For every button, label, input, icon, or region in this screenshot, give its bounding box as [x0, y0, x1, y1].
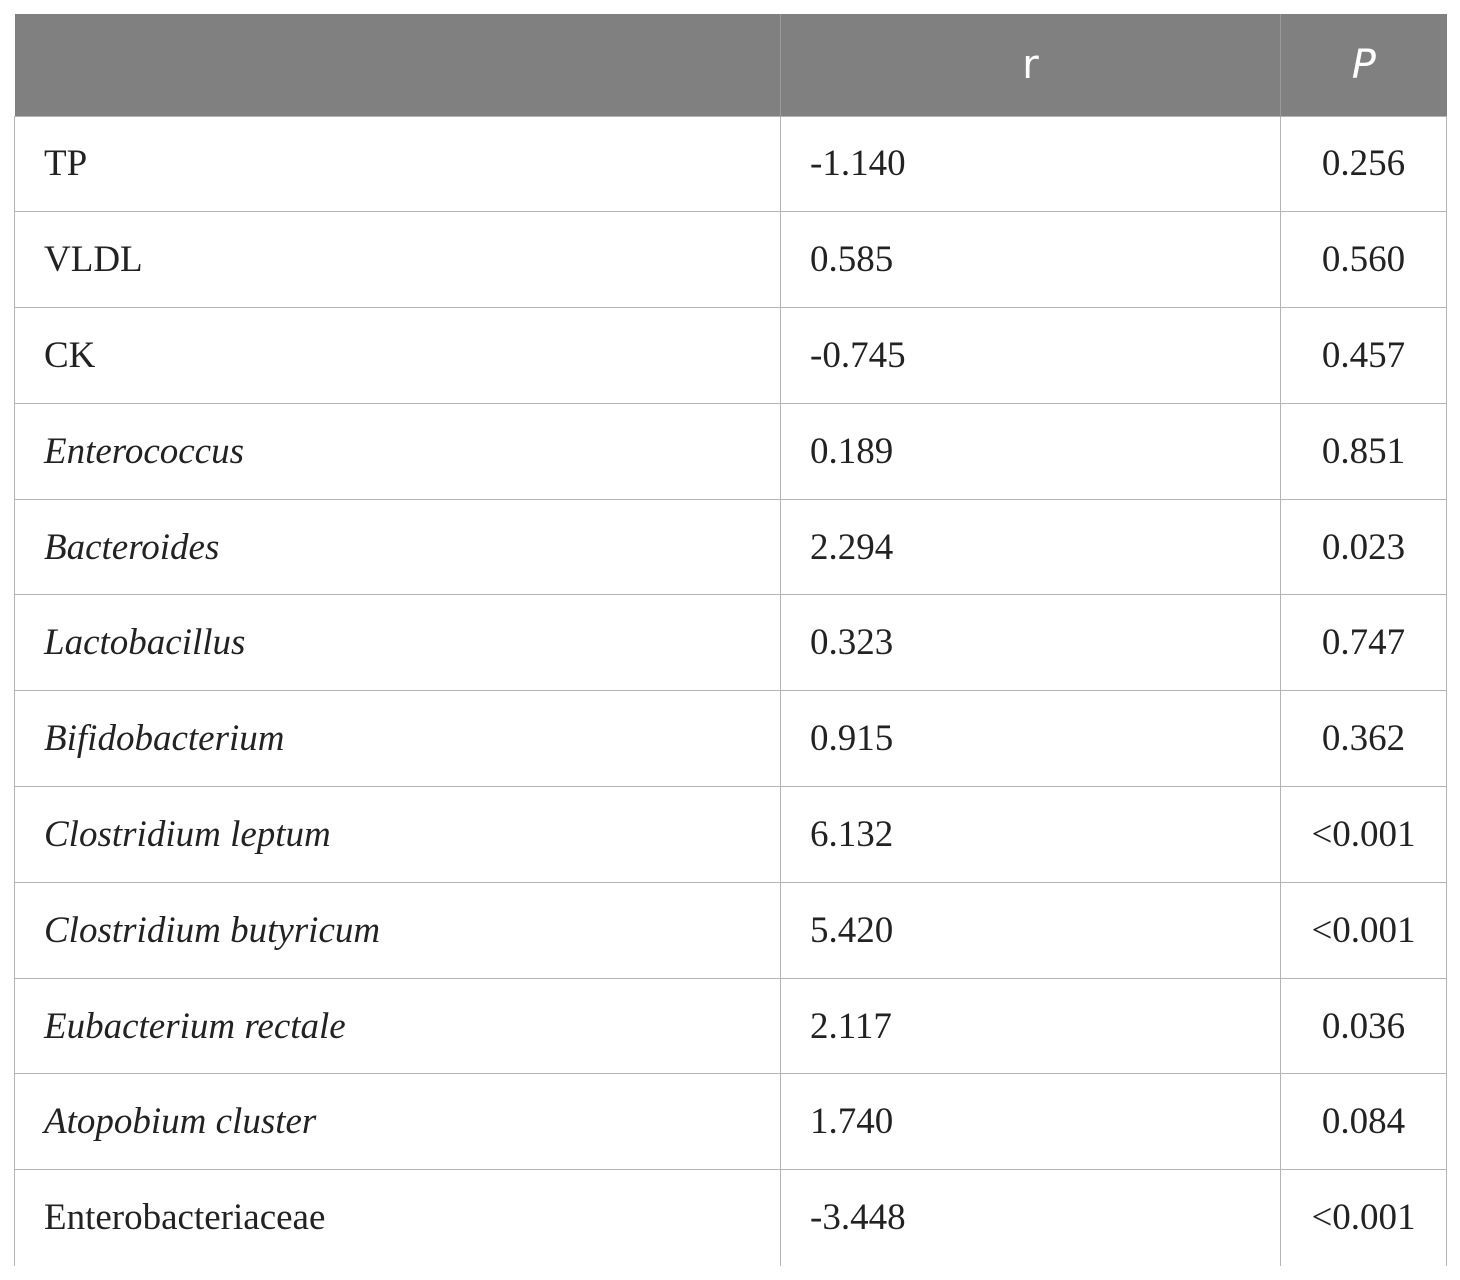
table-row [15, 595, 1447, 691]
row-p-value: 0.851 [1281, 403, 1447, 499]
table-row [15, 691, 1447, 787]
row-variable: Lactobacillus [15, 595, 781, 691]
table-row [15, 882, 1447, 978]
row-r-value: -0.745 [781, 308, 1281, 404]
results-table-container [14, 14, 1446, 1266]
row-variable: Atopobium cluster [15, 1074, 781, 1170]
row-p-value: <0.001 [1281, 1170, 1447, 1266]
row-p-value: 0.747 [1281, 595, 1447, 691]
table-row [15, 403, 1447, 499]
row-variable: Enterococcus [15, 403, 781, 499]
table-row [15, 1170, 1447, 1266]
results-table [14, 14, 1447, 1266]
table-row [15, 308, 1447, 404]
row-variable: VLDL [15, 212, 781, 308]
row-p-value: 0.084 [1281, 1074, 1447, 1170]
row-r-value: 0.915 [781, 691, 1281, 787]
row-variable: Eubacterium rectale [15, 978, 781, 1074]
row-p-value: 0.362 [1281, 691, 1447, 787]
row-variable: Enterobacteriaceae [15, 1170, 781, 1266]
header-r: r [781, 14, 1281, 116]
table-row [15, 116, 1447, 212]
table-row [15, 499, 1447, 595]
row-variable: CK [15, 308, 781, 404]
table-row [15, 1074, 1447, 1170]
row-r-value: 2.117 [781, 978, 1281, 1074]
row-p-value: 0.023 [1281, 499, 1447, 595]
table-body [15, 116, 1447, 1266]
header-p: P [1281, 14, 1447, 116]
table-row [15, 212, 1447, 308]
row-r-value: -3.448 [781, 1170, 1281, 1266]
row-p-value: 0.256 [1281, 116, 1447, 212]
table-header [15, 14, 1447, 116]
row-variable: Bifidobacterium [15, 691, 781, 787]
row-variable: Clostridium leptum [15, 787, 781, 883]
row-p-value: 0.036 [1281, 978, 1447, 1074]
row-variable: Clostridium butyricum [15, 882, 781, 978]
row-p-value: 0.457 [1281, 308, 1447, 404]
row-p-value: 0.560 [1281, 212, 1447, 308]
row-r-value: 0.189 [781, 403, 1281, 499]
row-p-value: <0.001 [1281, 882, 1447, 978]
table-row [15, 787, 1447, 883]
row-variable: TP [15, 116, 781, 212]
row-r-value: 6.132 [781, 787, 1281, 883]
row-r-value: 5.420 [781, 882, 1281, 978]
row-r-value: -1.140 [781, 116, 1281, 212]
header-variable [15, 14, 781, 116]
header-row [15, 14, 1447, 116]
row-r-value: 0.585 [781, 212, 1281, 308]
table-row [15, 978, 1447, 1074]
row-r-value: 1.740 [781, 1074, 1281, 1170]
row-r-value: 2.294 [781, 499, 1281, 595]
row-p-value: <0.001 [1281, 787, 1447, 883]
row-variable: Bacteroides [15, 499, 781, 595]
row-r-value: 0.323 [781, 595, 1281, 691]
